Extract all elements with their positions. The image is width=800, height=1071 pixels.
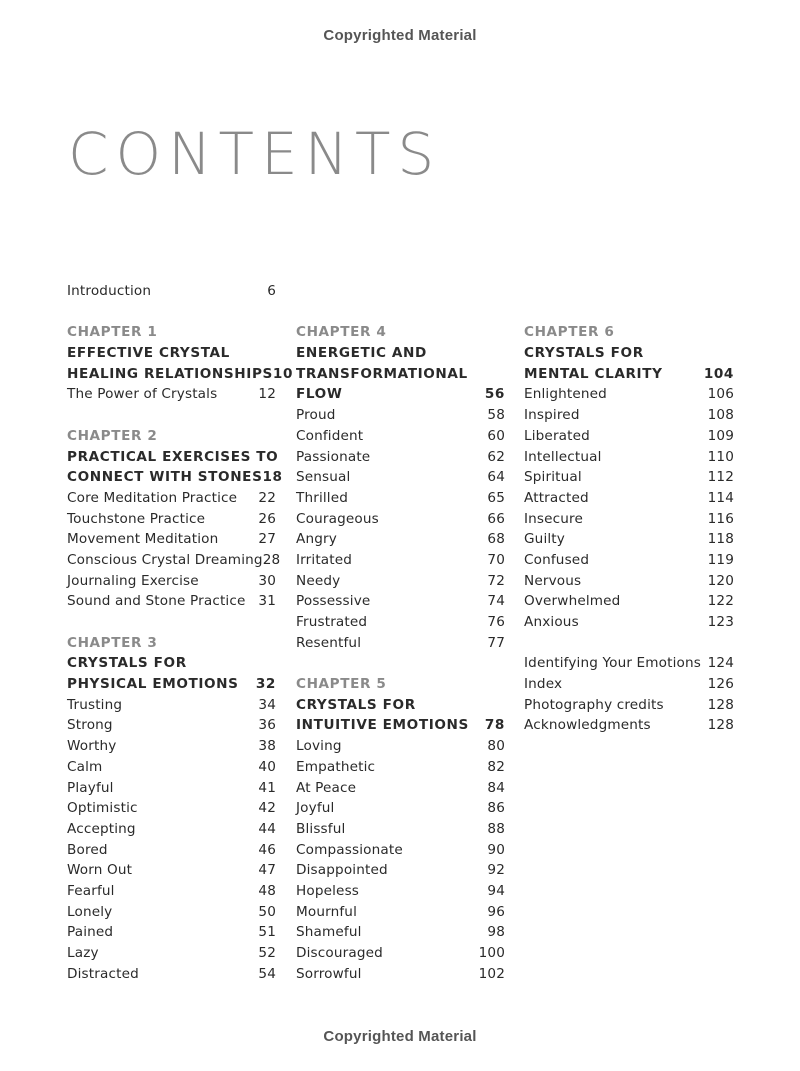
chapter-4-title[interactable]: ENERGETIC AND [296, 345, 427, 362]
entry-page: 48 [258, 882, 276, 899]
entry-page: 126 [707, 676, 734, 693]
entry-title: Joyful [296, 800, 335, 817]
toc-entry[interactable] [67, 922, 276, 943]
toc-entry[interactable] [524, 715, 734, 736]
toc-entry[interactable] [67, 591, 276, 612]
entry-page: 102 [478, 965, 505, 982]
entry-page: 118 [707, 531, 734, 548]
entry-page: 27 [258, 531, 276, 548]
entry-title: Identifying Your Emotions [524, 655, 702, 672]
entry-page: 50 [258, 903, 276, 920]
entry-page: 51 [258, 924, 276, 941]
entry-page: 92 [487, 862, 505, 879]
entry-title: Lonely [67, 903, 113, 920]
toc-entry[interactable] [524, 653, 734, 674]
entry-page: 30 [258, 572, 276, 589]
toc-entry[interactable] [296, 819, 505, 840]
entry-title: Nervous [524, 572, 582, 589]
entry-page: 46 [258, 841, 276, 858]
entry-title: Empathetic [296, 758, 376, 775]
entry-title: Optimistic [67, 800, 138, 817]
entry-title: Movement Meditation [67, 531, 219, 548]
entry-title: Index [524, 676, 563, 693]
entry-page: 38 [258, 738, 276, 755]
toc-entry[interactable] [296, 509, 505, 530]
entry-page: 6 [267, 283, 276, 299]
entry-title: Fearful [67, 882, 115, 899]
entry-title: Frustrated [296, 614, 368, 630]
entry-page: 64 [487, 469, 505, 486]
entry-title: Discouraged [296, 945, 383, 961]
entry-page: 90 [487, 841, 505, 858]
entry-page: 74 [487, 593, 505, 610]
entry-page: 68 [487, 531, 505, 548]
toc-entry[interactable] [524, 426, 734, 447]
toc-entry[interactable] [296, 447, 505, 468]
entry-title: Distracted [67, 965, 139, 982]
toc-entry[interactable] [67, 488, 276, 509]
entry-page: 72 [487, 572, 505, 589]
entry-page: 34 [258, 696, 276, 713]
toc-entry[interactable] [296, 426, 505, 447]
chapter-3-entries [67, 695, 276, 985]
entry-page: 109 [707, 427, 734, 444]
toc-entry[interactable] [296, 922, 505, 943]
entry-page: 119 [707, 551, 734, 568]
chapter-2-label: CHAPTER 2 [67, 427, 158, 444]
entry-title: Core Meditation Practice [67, 489, 238, 506]
chapter-6-title-line2[interactable]: MENTAL CLARITY 104 [524, 364, 734, 385]
chapter-2-title-line2[interactable]: CONNECT WITH STONES 18 [67, 467, 276, 488]
chapter-3-title[interactable]: CRYSTALS FOR [67, 655, 187, 672]
toc-entry[interactable] [67, 964, 276, 985]
entry-page: 128 [707, 696, 734, 713]
toc-entry[interactable] [67, 550, 281, 571]
entry-page: 77 [487, 634, 505, 651]
toc-entry[interactable] [296, 964, 505, 985]
chapter-4-title-line2[interactable]: TRANSFORMATIONAL [296, 365, 468, 382]
entry-page: 122 [707, 593, 734, 610]
entry-title: Liberated [524, 427, 590, 444]
toc-entry[interactable] [296, 633, 505, 654]
toc-entry[interactable] [524, 550, 734, 571]
toc-entry[interactable] [67, 819, 276, 840]
entry-page: 108 [707, 407, 734, 424]
entry-page: 12 [258, 386, 276, 403]
chapter-3-title-line2[interactable]: PHYSICAL EMOTIONS 32 [67, 674, 276, 695]
toc-entry[interactable] [296, 488, 505, 509]
entry-page: 52 [258, 945, 276, 961]
entry-page: 36 [258, 717, 276, 734]
entry-title: Insecure [524, 510, 584, 527]
entry-page: 66 [487, 510, 505, 527]
toc-entry[interactable] [296, 840, 505, 861]
chapter-4-page: 56 [484, 386, 505, 403]
entry-title: Needy [296, 572, 341, 589]
toc-entry[interactable] [67, 509, 276, 530]
entry-title: Compassionate [296, 841, 403, 858]
entry-page: 98 [487, 924, 505, 941]
entry-page: 106 [707, 386, 734, 403]
entry-page: 100 [478, 945, 505, 961]
entry-title: Sound and Stone Practice [67, 593, 246, 610]
entry-title: Pained [67, 924, 114, 941]
chapter-1-entries [67, 384, 276, 405]
toc-entry[interactable] [67, 840, 276, 861]
toc-entry[interactable] [296, 798, 505, 819]
entry-title: Angry [296, 531, 337, 548]
entry-title: The Power of Crystals [67, 386, 218, 403]
entry-title: Irritated [296, 551, 353, 568]
entry-title: Conscious Crystal Dreaming [67, 551, 263, 568]
entry-title: Lazy [67, 945, 99, 961]
toc-entry[interactable] [67, 571, 276, 592]
toc-entry[interactable] [296, 571, 505, 592]
entry-title: Blissful [296, 820, 346, 837]
entry-title: Worthy [67, 738, 117, 755]
entry-title: Possessive [296, 593, 371, 610]
watermark-top: Copyrighted Material [323, 27, 477, 44]
entry-title: Shameful [296, 924, 362, 941]
chapter-5-entries [296, 736, 505, 984]
toc-entry[interactable] [296, 943, 505, 964]
entry-page: 28 [262, 551, 281, 568]
toc-column-3 [524, 281, 734, 736]
toc-entry[interactable] [524, 509, 734, 530]
chapter-6-title[interactable]: CRYSTALS FOR [524, 345, 644, 362]
entry-page: 123 [707, 614, 734, 630]
entry-title: Worn Out [67, 862, 133, 879]
entry-page: 86 [487, 800, 505, 817]
toc-entry[interactable] [296, 467, 505, 488]
entry-page: 94 [487, 882, 505, 899]
entry-title: Strong [67, 717, 113, 734]
toc-entry[interactable] [296, 612, 505, 633]
entry-page: 110 [707, 448, 734, 465]
entry-title: Passionate [296, 448, 371, 465]
toc-entry[interactable] [67, 860, 276, 881]
toc-entry[interactable] [67, 695, 276, 716]
toc-entry[interactable] [296, 860, 505, 881]
chapter-5-title-line2[interactable]: INTUITIVE EMOTIONS 78 [296, 715, 505, 736]
toc-entry-introduction[interactable] [67, 281, 276, 302]
chapter-6-entries [524, 384, 734, 632]
entry-title: Trusting [67, 696, 123, 713]
entry-title: At Peace [296, 779, 357, 796]
entry-page: 40 [258, 758, 276, 775]
toc-entry[interactable] [67, 778, 276, 799]
entry-page: 82 [487, 758, 505, 775]
entry-title: Mournful [296, 903, 358, 920]
entry-title: Bored [67, 841, 108, 858]
entry-page: 124 [707, 655, 734, 672]
entry-page: 26 [258, 510, 276, 527]
page-title: CONTENTS [68, 120, 442, 188]
toc-entry[interactable] [524, 695, 734, 716]
toc-entry[interactable] [296, 529, 505, 550]
entry-page: 112 [707, 469, 734, 486]
entry-page: 47 [258, 862, 276, 879]
entry-title: Thrilled [296, 489, 349, 506]
toc-entry[interactable] [524, 467, 734, 488]
entry-title: Disappointed [296, 862, 388, 879]
entry-title: Enlightened [524, 386, 607, 403]
entry-title: Overwhelmed [524, 593, 621, 610]
entry-page: 44 [258, 820, 276, 837]
toc-entry[interactable] [296, 591, 505, 612]
entry-page: 84 [487, 779, 505, 796]
toc-entry[interactable] [67, 715, 276, 736]
toc-entry[interactable] [296, 757, 505, 778]
toc-entry[interactable] [524, 447, 734, 468]
entry-page: 58 [487, 407, 505, 424]
entry-page: 54 [258, 965, 276, 982]
entry-title: Attracted [524, 489, 589, 506]
chapter-6-page: 104 [703, 365, 734, 382]
entry-title: Acknowledgments [524, 717, 651, 734]
chapter-1-title[interactable]: EFFECTIVE CRYSTAL [67, 345, 230, 362]
entry-page: 120 [707, 572, 734, 589]
entry-title: Calm [67, 758, 103, 775]
chapter-2-entries [67, 488, 281, 612]
chapter-5-label: CHAPTER 5 [296, 676, 387, 693]
entry-page: 22 [258, 489, 276, 506]
entry-title: Journaling Exercise [67, 572, 199, 589]
toc-entry[interactable] [296, 736, 505, 757]
chapter-1-page: 10 [272, 365, 294, 382]
entry-page: 80 [487, 738, 505, 755]
watermark-bottom: Copyrighted Material [323, 1028, 477, 1045]
entry-title: Photography credits [524, 696, 664, 713]
entry-title: Intellectual [524, 448, 602, 465]
entry-title: Confident [296, 427, 364, 444]
chapter-2-page: 18 [262, 469, 283, 486]
toc-entry[interactable] [296, 902, 505, 923]
entry-title: Proud [296, 407, 336, 424]
toc-entry[interactable] [296, 778, 505, 799]
entry-title: Playful [67, 779, 114, 796]
toc-entry[interactable] [67, 736, 276, 757]
toc-entry[interactable] [296, 405, 505, 426]
entry-page: 60 [487, 427, 505, 444]
toc-entry[interactable] [67, 384, 276, 405]
chapter-3-label: CHAPTER 3 [67, 634, 158, 651]
entry-page: 62 [487, 448, 505, 465]
entry-title: Hopeless [296, 882, 360, 899]
chapter-6-label: CHAPTER 6 [524, 324, 615, 341]
entry-title: Spiritual [524, 469, 582, 486]
toc-entry[interactable] [67, 798, 276, 819]
entry-title: Resentful [296, 634, 362, 651]
toc-entry[interactable] [524, 571, 734, 592]
toc-entry[interactable] [524, 591, 734, 612]
chapter-5-title[interactable]: CRYSTALS FOR [296, 696, 416, 713]
chapter-3-page: 32 [255, 676, 276, 693]
toc-entry[interactable] [524, 384, 734, 405]
entry-title: Introduction [67, 283, 152, 299]
chapter-1-title-line2[interactable]: HEALING RELATIONSHIPS 10 [67, 364, 276, 385]
entry-title: Inspired [524, 407, 580, 424]
toc-entry[interactable] [67, 902, 276, 923]
entry-page: 116 [707, 510, 734, 527]
chapter-4-title-line3[interactable]: FLOW 56 [296, 384, 505, 405]
toc-entry[interactable] [524, 612, 734, 633]
entry-title: Accepting [67, 820, 136, 837]
toc-entry[interactable] [524, 529, 734, 550]
entry-title: Anxious [524, 614, 579, 630]
entry-title: Courageous [296, 510, 379, 527]
entry-title: Sensual [296, 469, 351, 486]
entry-page: 96 [487, 903, 505, 920]
toc-entry[interactable] [67, 757, 276, 778]
entry-title: Confused [524, 551, 590, 568]
chapter-2-title[interactable]: PRACTICAL EXERCISES TO [67, 448, 279, 465]
toc-entry[interactable] [296, 881, 505, 902]
entry-page: 114 [707, 489, 734, 506]
entry-title: Guilty [524, 531, 565, 548]
toc-entry[interactable] [296, 550, 505, 571]
toc-entry[interactable] [524, 488, 734, 509]
toc-entry[interactable] [524, 405, 734, 426]
chapter-1-label: CHAPTER 1 [67, 324, 158, 341]
chapter-4-entries [296, 405, 505, 653]
chapter-5-page: 78 [484, 717, 505, 734]
entry-title: Loving [296, 738, 342, 755]
toc-entry[interactable] [67, 881, 276, 902]
chapter-4-label: CHAPTER 4 [296, 324, 387, 341]
toc-column-1 [67, 281, 294, 984]
toc-entry[interactable] [67, 529, 276, 550]
entry-page: 128 [707, 717, 734, 734]
toc-entry[interactable] [524, 674, 734, 695]
entry-page: 31 [258, 593, 276, 610]
back-matter-entries [524, 653, 734, 736]
entry-page: 76 [487, 614, 505, 630]
entry-page: 65 [487, 489, 505, 506]
entry-page: 42 [258, 800, 276, 817]
entry-title: Sorrowful [296, 965, 362, 982]
entry-title: Touchstone Practice [67, 510, 206, 527]
toc-column-2 [296, 281, 505, 984]
entry-page: 88 [487, 820, 505, 837]
entry-page: 70 [487, 551, 505, 568]
entry-page: 41 [258, 779, 276, 796]
toc-entry[interactable] [67, 943, 276, 964]
